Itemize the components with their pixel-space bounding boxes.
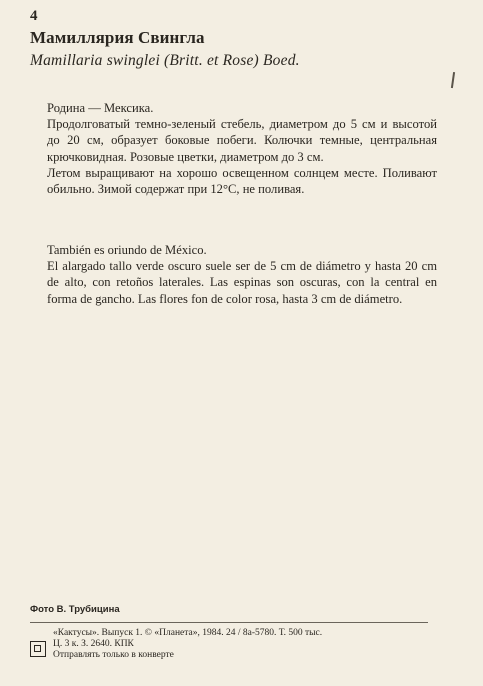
imprint	[53, 628, 322, 662]
ru-paragraph-description: Продолговатый темно-зеленый стебель, диаметром до 5 см и высотой до 20 см, образует боковые побеги. Колючки темные, центральная крючковидная. Розовые цветки, диаметром до 3 см.	[47, 117, 437, 164]
es-paragraph-description: El alargado tallo verde oscuro suele ser de 5 cm de diámetro y hasta 20 cm de alto, con retoños laterales. Las espinas son oscuras, con la central en forma de gancho. Las flores fon de color rosa, hasta 3 cm de diámetro.	[47, 259, 437, 306]
description-spanish	[47, 242, 437, 307]
title-latin: Mamillaria swinglei (Britt. et Rose) Boed.	[30, 52, 300, 69]
ru-paragraph-care: Летом выращивают на хорошо освещенном солнцем месте. Поливают обильно. Зимой содержат при 12°С, не поливая.	[47, 165, 437, 197]
photo-credit: Фото В. Трубицина	[30, 604, 120, 615]
es-paragraph-origin: También es oriundo de México.	[47, 243, 207, 257]
publisher-logo-icon	[30, 641, 46, 657]
imprint-line-1: «Кактусы». Выпуск 1. © «Планета», 1984. 24 / 8а-5780. Т. 500 тыс.	[53, 628, 323, 638]
page-number: 4	[30, 8, 38, 24]
description-russian	[47, 100, 437, 197]
edge-mark	[451, 72, 455, 88]
ru-paragraph-origin: Родина — Мексика.	[47, 101, 154, 115]
title-russian: Мамиллярия Свингла	[30, 28, 205, 47]
footer-divider	[30, 622, 428, 623]
imprint-line-3: Отправлять только в конверте	[53, 650, 174, 661]
imprint-line-2: Ц. 3 к. З. 2640. КПК	[53, 639, 134, 650]
